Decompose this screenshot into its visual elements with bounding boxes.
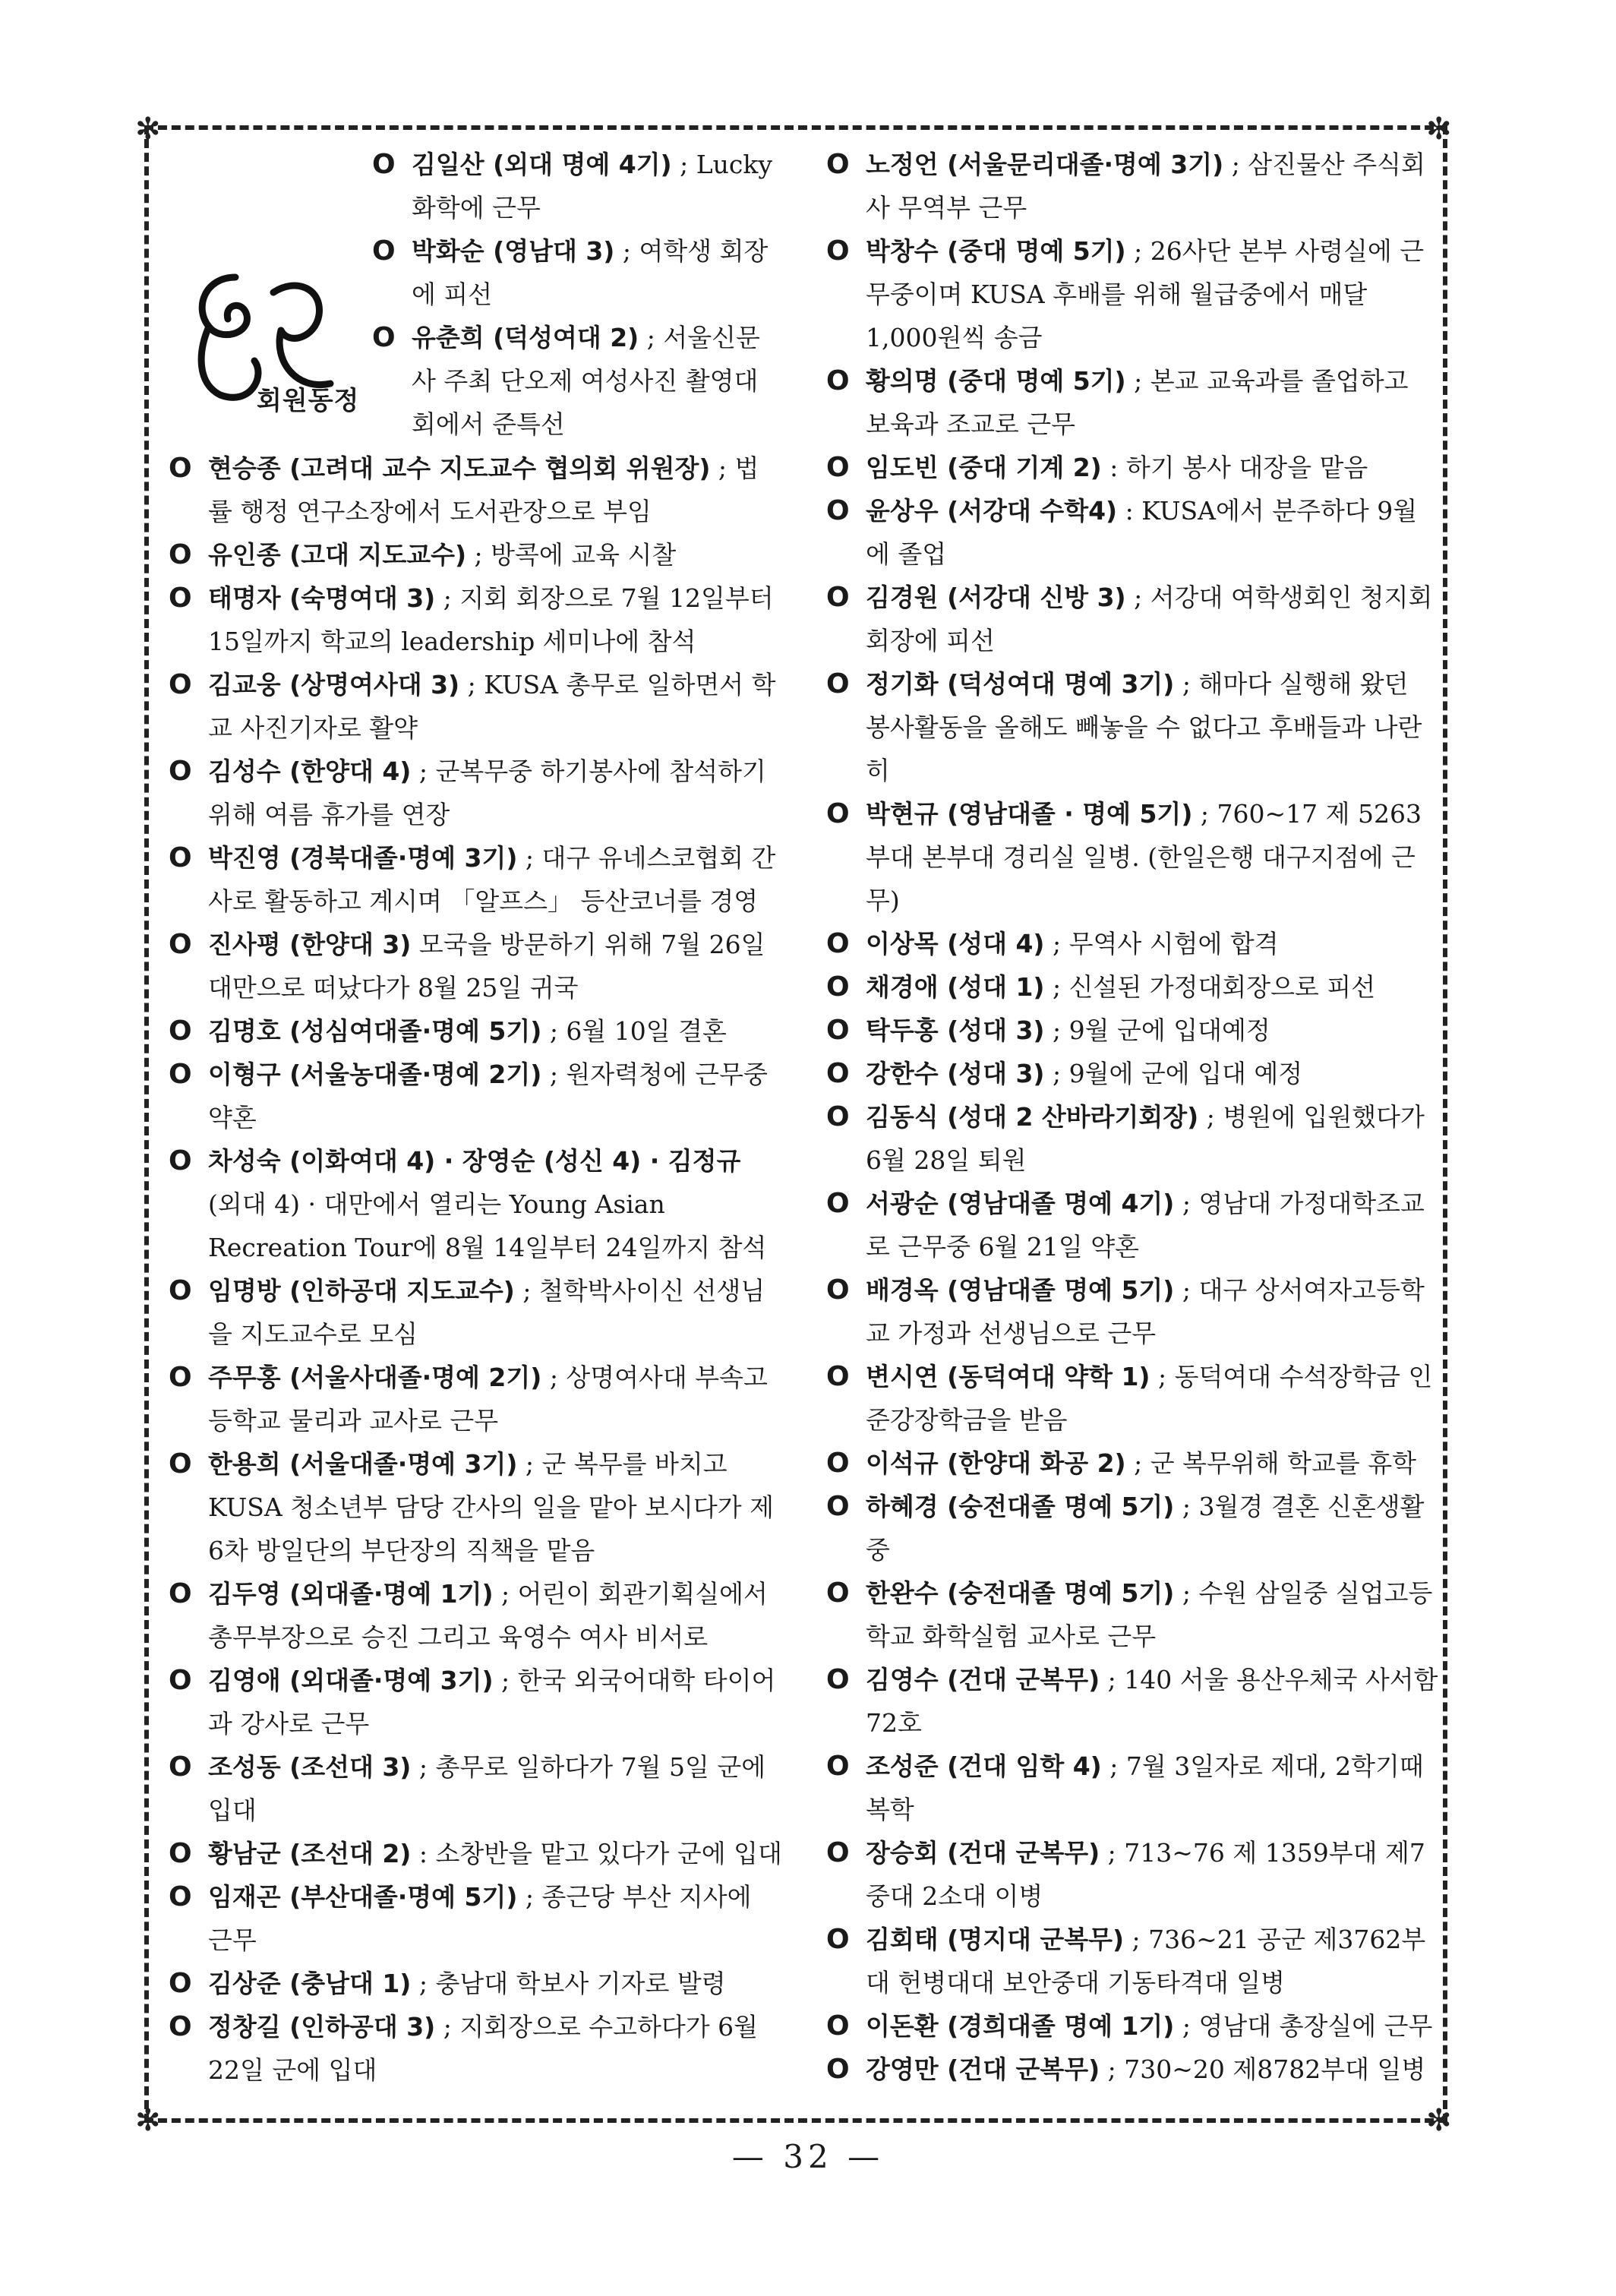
bullet-circle-icon: O xyxy=(169,1665,192,1696)
member-news: ; 서울신문사 주최 단오제 여성사진 촬영대회에서 준특선 xyxy=(412,323,760,439)
member-name: 김명호 (성심여대졸·명예 5기) xyxy=(208,1016,542,1046)
list-item xyxy=(826,1052,1440,1095)
list-item xyxy=(372,229,782,316)
member-name: 태명자 (숙명여대 3) xyxy=(208,583,436,613)
list-item xyxy=(826,922,1440,965)
member-news: ; 군 복무위해 학교를 휴학 xyxy=(1134,1448,1416,1478)
list-item xyxy=(169,1875,782,1962)
corner-ornament-top-right: ✻ xyxy=(1426,112,1452,147)
bullet-circle-icon: O xyxy=(169,1059,192,1090)
bullet-circle-icon: O xyxy=(169,539,192,570)
member-news: ; 지회 회장으로 7월 12일부터 15일까지 학교의 leadership 세미나에 참석 xyxy=(208,583,774,656)
member-name: 김성수 (한양대 4) xyxy=(208,756,412,786)
list-item xyxy=(826,1918,1440,2004)
bullet-circle-icon: O xyxy=(826,365,850,396)
list-item xyxy=(169,923,782,1009)
list-item xyxy=(169,1572,782,1659)
member-news: : 소창반을 맡고 있다가 군에 입대 xyxy=(418,1839,782,1868)
bullet-circle-icon: O xyxy=(826,149,850,180)
member-news: ; 본교 교육과를 졸업하고 보육과 조교로 근무 xyxy=(866,366,1409,439)
member-news: ; 26사단 본부 사령실에 근무중이며 KUSA 후배를 위해 월급중에서 매달 1,000원씩 송금 xyxy=(866,236,1425,352)
bullet-circle-icon: O xyxy=(169,1275,192,1306)
member-news: ; 140 서울 용산우체국 사서함 72호 xyxy=(866,1665,1438,1738)
member-news: ; 해마다 실행해 왔던 봉사활동을 올해도 빼놓을 수 없다고 후배들과 나란히 xyxy=(866,669,1422,785)
bullet-circle-icon: O xyxy=(826,1837,850,1868)
bullet-circle-icon: O xyxy=(826,668,850,700)
member-name: 주무홍 (서울사대졸·명예 2기) xyxy=(208,1363,542,1392)
member-name: 김동식 (성대 2 산바라기회장) xyxy=(866,1102,1199,1132)
member-news: ; 병원에 입원했다가 6월 28일 퇴원 xyxy=(866,1102,1425,1175)
member-news: ; 736~21 공군 제3762부대 헌병대대 보안중대 기동타격대 일병 xyxy=(866,1925,1426,1998)
list-item xyxy=(169,1442,782,1572)
bullet-circle-icon: O xyxy=(826,2010,850,2042)
bullet-circle-icon: O xyxy=(169,1015,192,1047)
list-item xyxy=(826,792,1440,922)
member-news: ; 서강대 여학생회인 청지회 회장에 피선 xyxy=(866,583,1433,655)
bullet-circle-icon: O xyxy=(826,1015,850,1046)
left-top-entries xyxy=(372,143,782,446)
bullet-circle-icon: O xyxy=(826,928,850,959)
member-news: ; 어린이 회관기획실에서 총무부장으로 승진 그리고 육영수 여사 비서로 xyxy=(208,1579,768,1652)
member-news: : 하기 봉사 대장을 맡음 xyxy=(1109,453,1368,482)
member-name: 황의명 (중대 명예 5기) xyxy=(866,366,1126,396)
bullet-circle-icon: O xyxy=(372,235,396,267)
section-label: 회원동정 xyxy=(257,386,360,416)
page-number: — 32 — xyxy=(731,2138,885,2175)
member-news: 모국을 방문하기 위해 7월 26일 대만으로 떠났다가 8월 25일 귀국 xyxy=(208,930,765,1003)
member-name: 진사평 (한양대 3) xyxy=(208,930,412,959)
member-name: 정기화 (덕성여대 명예 3기) xyxy=(866,669,1175,699)
list-item xyxy=(169,1659,782,1745)
member-news: ; 총무로 일하다가 7월 5일 군에 입대 xyxy=(208,1752,766,1825)
member-name: 이상목 (성대 4) xyxy=(866,929,1045,959)
bullet-circle-icon: O xyxy=(169,1362,192,1393)
member-name: 김영애 (외대졸·명예 3기) xyxy=(208,1666,494,1695)
member-name: 박창수 (중대 명예 5기) xyxy=(866,236,1126,266)
member-news: ; 무역사 시험에 합격 xyxy=(1053,929,1279,959)
member-news: ; 군 복무를 바치고 KUSA 청소년부 담당 간사의 일을 맡아 보시다가 제6차 방일단의 부단장의 직책을 맡음 xyxy=(208,1449,774,1565)
list-item xyxy=(826,143,1440,229)
member-news: ; 760~17 제 5263부대 본부대 경리실 일병. (한일은행 대구지점에 근무) xyxy=(866,799,1422,915)
bullet-circle-icon: O xyxy=(826,798,850,829)
bullet-circle-icon: O xyxy=(169,583,192,614)
list-item xyxy=(826,1571,1440,1658)
member-name: 정창길 (인하공대 3) xyxy=(208,2012,436,2042)
bullet-circle-icon: O xyxy=(826,1491,850,1522)
bullet-circle-icon: O xyxy=(169,1145,192,1176)
member-name: 김회태 (명지대 군복무) xyxy=(866,1925,1125,1954)
list-item xyxy=(169,836,782,923)
member-news: ; 종근당 부산 지사에 근무 xyxy=(208,1882,752,1955)
bullet-circle-icon: O xyxy=(169,756,192,787)
member-name: 유춘희 (덕성여대 2) xyxy=(412,323,639,352)
member-name: 김일산 (외대 명예 4기) xyxy=(412,150,672,179)
bullet-circle-icon: O xyxy=(169,929,192,960)
list-item xyxy=(169,1745,782,1832)
list-item xyxy=(826,965,1440,1009)
member-name: 임명방 (인하공대 지도교수) xyxy=(208,1276,515,1306)
list-item xyxy=(169,447,782,533)
bullet-circle-icon: O xyxy=(826,2054,850,2085)
bullet-circle-icon: O xyxy=(826,452,850,483)
list-item xyxy=(826,1831,1440,1918)
list-item xyxy=(826,2004,1440,2048)
member-name: 박화순 (영남대 3) xyxy=(412,236,615,266)
bullet-circle-icon: O xyxy=(169,1881,192,1912)
list-item xyxy=(169,533,782,576)
member-name: 김교웅 (상명여사대 3) xyxy=(208,670,460,700)
list-item xyxy=(826,1485,1440,1571)
member-name: 조성준 (건대 임학 4) xyxy=(866,1751,1102,1781)
member-name: 한완수 (숭전대졸 명예 5기) xyxy=(866,1578,1175,1608)
member-name: 이형구 (서울농대졸·명예 2기) xyxy=(208,1060,542,1089)
member-news: ; 삼진물산 주식회사 무역부 근무 xyxy=(866,150,1425,223)
bullet-circle-icon: O xyxy=(169,453,192,484)
bullet-circle-icon: O xyxy=(169,1578,192,1609)
member-name: 하혜경 (숭전대졸 명예 5기) xyxy=(866,1492,1175,1521)
member-news: ; 9월에 군에 입대 예정 xyxy=(1053,1059,1303,1088)
bullet-circle-icon: O xyxy=(826,495,850,526)
member-news: ; 6월 10일 결혼 xyxy=(549,1016,727,1046)
member-news: ; 한국 외국어대학 타이어과 강사로 근무 xyxy=(208,1666,776,1739)
list-item xyxy=(372,316,782,446)
list-item xyxy=(169,1053,782,1139)
list-item xyxy=(826,359,1440,446)
member-news: ; 충남대 학보사 기자로 발령 xyxy=(418,1969,726,1998)
bullet-circle-icon: O xyxy=(169,669,192,700)
member-name: 임도빈 (중대 기계 2) xyxy=(866,453,1102,482)
bullet-circle-icon: O xyxy=(826,1188,850,1219)
list-item xyxy=(826,1009,1440,1052)
list-item xyxy=(372,143,782,229)
member-news: ; 730~20 제8782부대 일병 xyxy=(1107,2054,1426,2084)
member-name: 김상준 (충남대 1) xyxy=(208,1969,412,1998)
bullet-circle-icon: O xyxy=(826,1448,850,1479)
list-item xyxy=(169,1139,782,1269)
member-name: 이석규 (한양대 화공 2) xyxy=(866,1448,1126,1478)
member-news: ; 신설된 가정대회장으로 피선 xyxy=(1053,972,1376,1002)
member-name: 조성동 (조선대 3) xyxy=(208,1752,412,1782)
left-column-entries xyxy=(169,447,782,2092)
bullet-circle-icon: O xyxy=(169,2011,192,2042)
list-item xyxy=(169,750,782,836)
member-name: 김경원 (서강대 신방 3) xyxy=(866,583,1126,612)
member-name: 배경옥 (영남대졸 명예 5기) xyxy=(866,1275,1175,1305)
member-news: ; 철학박사이신 선생님을 지도교수로 모심 xyxy=(208,1276,765,1349)
member-news: ; 7월 3일자로 제대, 2학기때 복학 xyxy=(866,1751,1424,1824)
member-name: 현승종 (고려대 교수 지도교수 협의회 위원장) xyxy=(208,453,711,483)
member-name: 유인종 (고대 지도교수) xyxy=(208,540,467,570)
member-news: ; 법률 행정 연구소장에서 도서관장으로 부임 xyxy=(208,453,759,526)
member-news: ; 지회장으로 수고하다가 6월 22일 군에 입대 xyxy=(208,2012,758,2085)
member-name: 차성숙 (이화여대 4) · 장영순 (성신 4) · 김정규 xyxy=(208,1146,741,1176)
member-news: ; Lucky 화학에 근무 xyxy=(412,150,773,223)
member-news: : KUSA에서 분주하다 9월에 졸업 xyxy=(866,496,1418,569)
bullet-circle-icon: O xyxy=(826,1101,850,1132)
list-item xyxy=(169,1269,782,1356)
bullet-circle-icon: O xyxy=(169,1838,192,1869)
member-name: 김두영 (외대졸·명예 1기) xyxy=(208,1579,494,1609)
member-name: 강한수 (성대 3) xyxy=(866,1059,1045,1088)
list-item xyxy=(169,1009,782,1053)
bullet-circle-icon: O xyxy=(169,1448,192,1480)
member-news: ; 713~76 제 1359부대 제7중대 2소대 이병 xyxy=(866,1838,1425,1911)
list-item xyxy=(826,1658,1440,1745)
member-news: ; 군복무중 하기봉사에 참석하기 위해 여름 휴가를 연장 xyxy=(208,756,766,829)
member-news: ; 9월 군에 입대예정 xyxy=(1053,1015,1270,1045)
member-news: ; 동덕여대 수석장학금 인준강장학금을 받음 xyxy=(866,1362,1433,1435)
bullet-circle-icon: O xyxy=(372,149,396,180)
member-name: 채경애 (성대 1) xyxy=(866,972,1045,1002)
member-news: ; 대구 상서여자고등학교 가정과 선생님으로 근무 xyxy=(866,1275,1425,1348)
bullet-circle-icon: O xyxy=(826,971,850,1003)
member-name: 이돈환 (경희대졸 명예 1기) xyxy=(866,2011,1175,2041)
bullet-circle-icon: O xyxy=(169,842,192,873)
list-item xyxy=(826,446,1440,489)
list-item xyxy=(826,662,1440,792)
bullet-circle-icon: O xyxy=(826,1751,850,1782)
list-item xyxy=(169,1356,782,1442)
bullet-circle-icon: O xyxy=(826,1578,850,1609)
member-name: 서광순 (영남대졸 명예 4기) xyxy=(866,1189,1175,1218)
list-item xyxy=(826,1095,1440,1182)
member-name: 탁두홍 (성대 3) xyxy=(866,1015,1045,1045)
list-item xyxy=(169,2005,782,2092)
member-name: 박현규 (영남대졸 · 명예 5기) xyxy=(866,799,1193,829)
bullet-circle-icon: O xyxy=(169,1751,192,1783)
member-name: 박진영 (경북대졸·명예 3기) xyxy=(208,843,518,873)
member-news: ; 수원 삼일중 실업고등학교 화학실험 교사로 근무 xyxy=(866,1578,1433,1651)
list-item xyxy=(169,576,782,663)
list-item xyxy=(826,1745,1440,1831)
list-item xyxy=(826,1355,1440,1442)
member-name: 장승회 (건대 군복무) xyxy=(866,1838,1100,1868)
bullet-circle-icon: O xyxy=(826,1274,850,1306)
list-item xyxy=(826,1182,1440,1268)
member-news: ; 3월경 결혼 신혼생활중 xyxy=(866,1492,1425,1565)
member-name: 노정언 (서울문리대졸·명예 3기) xyxy=(866,150,1224,179)
bullet-circle-icon: O xyxy=(826,1361,850,1392)
member-name: 김영수 (건대 군복무) xyxy=(866,1665,1100,1694)
list-item xyxy=(826,229,1440,359)
list-item xyxy=(826,1268,1440,1355)
list-item xyxy=(169,1962,782,2005)
bullet-circle-icon: O xyxy=(826,235,850,267)
member-news: ; 방콕에 교육 시찰 xyxy=(474,540,677,570)
list-item xyxy=(826,1442,1440,1485)
corner-ornament-bottom-left: ✻ xyxy=(135,2103,161,2138)
member-news: ; KUSA 총무로 일하면서 학교 사진기자로 활약 xyxy=(208,670,776,743)
list-item xyxy=(826,489,1440,576)
bullet-circle-icon: O xyxy=(826,1924,850,1955)
bullet-circle-icon: O xyxy=(826,1058,850,1089)
member-news: ; 원자력청에 근무중 약혼 xyxy=(208,1060,768,1132)
list-item xyxy=(826,576,1440,662)
member-news: ; 여학생 회장에 피선 xyxy=(412,236,769,309)
list-item xyxy=(169,1832,782,1875)
member-name: 윤상우 (서강대 수학4) xyxy=(866,496,1118,526)
member-name: 황남군 (조선대 2) xyxy=(208,1839,412,1868)
bullet-circle-icon: O xyxy=(169,1968,192,1999)
member-news: ; 영남대 가정대학조교로 근무중 6월 21일 약혼 xyxy=(866,1189,1425,1262)
member-name: 강영만 (건대 군복무) xyxy=(866,2054,1100,2084)
member-news: (외대 4) · 대만에서 열리는 Young Asian Recreation Tour에 8월 14일부터 24일까지 참석 xyxy=(208,1189,767,1262)
bullet-circle-icon: O xyxy=(372,322,396,353)
member-name: 한용희 (서울대졸·명예 3기) xyxy=(208,1449,518,1479)
member-news: ; 대구 유네스코협회 간사로 활동하고 계시며 「알프스」 등산코너를 경영 xyxy=(208,843,776,916)
corner-ornament-top-left: ✻ xyxy=(135,112,161,147)
list-item xyxy=(826,2048,1440,2091)
member-name: 변시연 (동덕여대 약학 1) xyxy=(866,1362,1150,1391)
right-column-entries xyxy=(826,143,1440,2091)
list-item xyxy=(169,663,782,750)
member-news: ; 영남대 총장실에 근무 xyxy=(1182,2011,1433,2041)
member-news: ; 상명여사대 부속고등학교 물리과 교사로 근무 xyxy=(208,1363,768,1435)
corner-ornament-bottom-right: ✻ xyxy=(1426,2103,1452,2138)
bullet-circle-icon: O xyxy=(826,1664,850,1695)
member-name: 임재곤 (부산대졸·명예 5기) xyxy=(208,1882,518,1912)
bullet-circle-icon: O xyxy=(826,582,850,613)
